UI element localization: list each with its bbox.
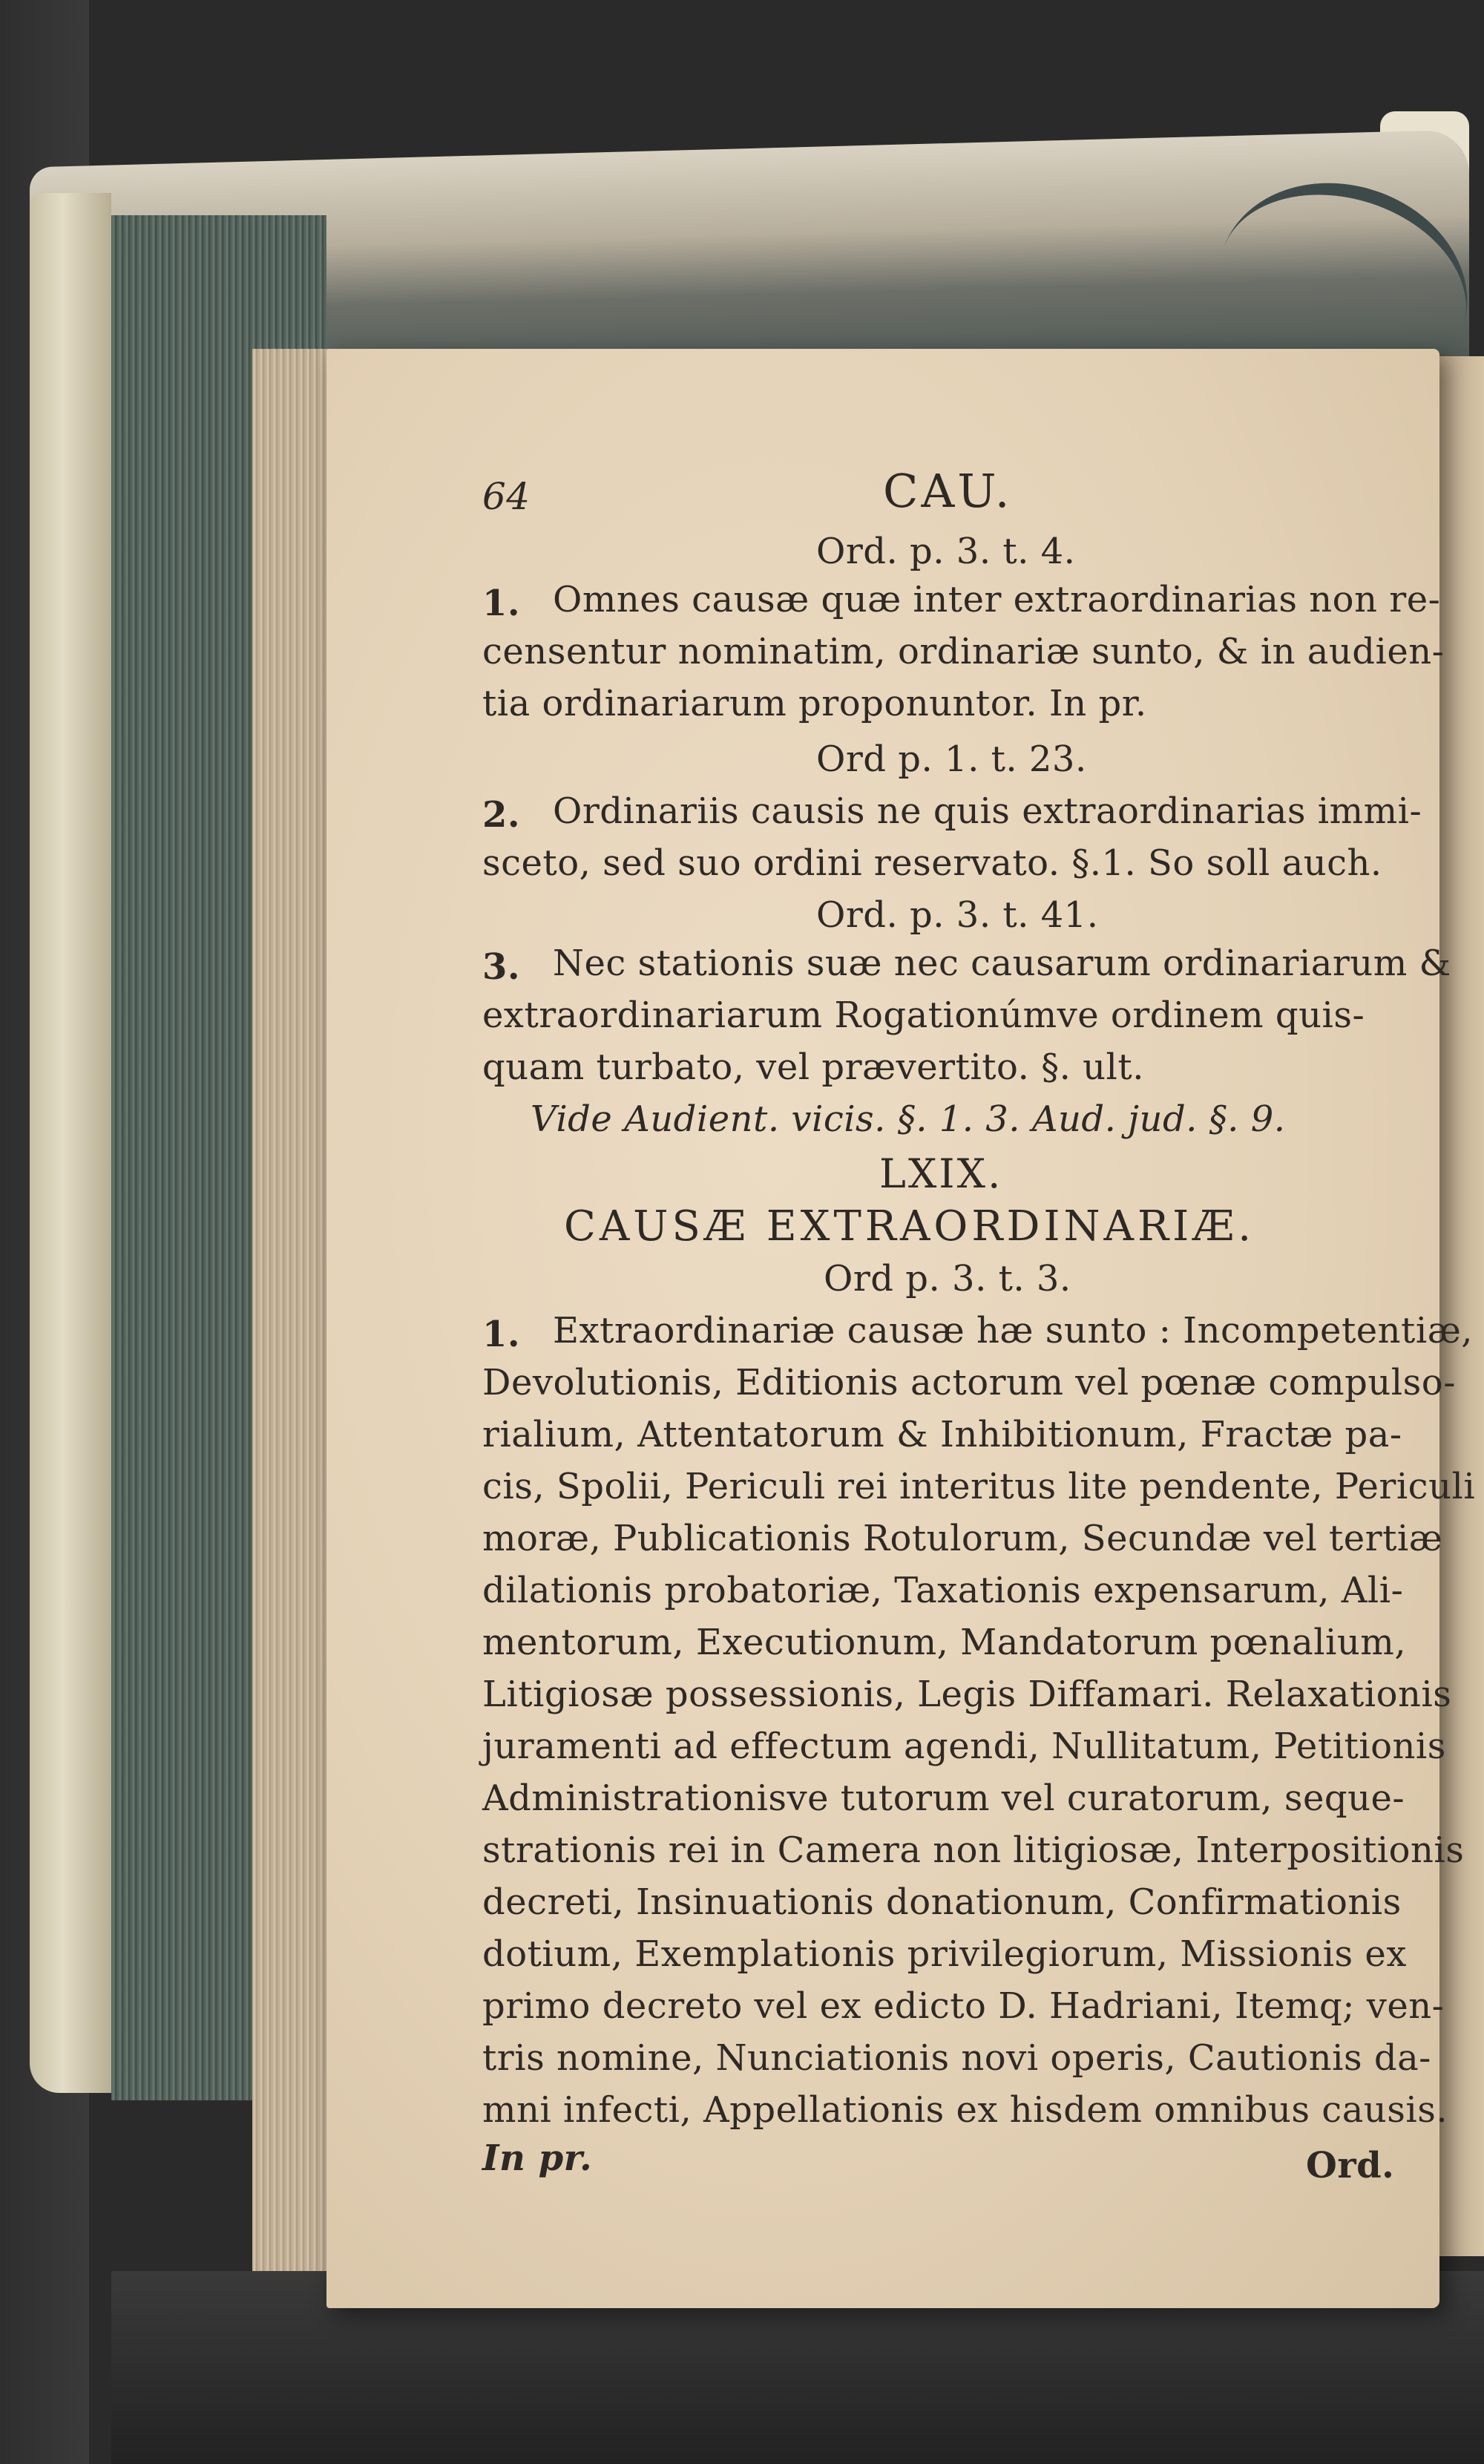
text-line: decreti, Insinuationis donationum, Confirmationis	[482, 1881, 1402, 1923]
reference-line: Ord p. 1. t. 23.	[816, 738, 1087, 780]
reference-line: Ord. p. 3. t. 4.	[816, 531, 1076, 572]
text-line: mentorum, Executionum, Mandatorum pœnalium,	[482, 1622, 1407, 1663]
text-line: strationis rei in Camera non litigiosæ, Interpositionis	[482, 1829, 1465, 1871]
text-line: quam turbato, vel prævertito. §. ult.	[482, 1046, 1144, 1088]
reference-line: Ord. p. 3. t. 41.	[816, 894, 1099, 936]
text-line: Extraordinariæ causæ hæ sunto : Incompetentiæ,	[553, 1310, 1474, 1351]
text-line: Ordinariis causis ne quis extraordinarias immi-	[553, 790, 1422, 832]
text-line: Devolutionis, Editionis actorum vel pœnæ compulso-	[482, 1362, 1456, 1403]
text-line: tris nomine, Nunciationis novi operis, Cautionis da-	[482, 2037, 1431, 2079]
text-line: Litigiosæ possessionis, Legis Diffamari. Relaxationis	[482, 1674, 1452, 1715]
item-number: 3.	[482, 946, 521, 988]
text-line: cis, Spolii, Periculi rei interitus lite pendente, Periculi	[482, 1466, 1476, 1507]
running-head: CAU.	[883, 464, 1013, 518]
page-number: 64	[482, 475, 531, 518]
reference-line: Ord p. 3. t. 3.	[824, 1258, 1071, 1300]
item-number: 1.	[482, 583, 521, 624]
cross-reference: Vide Audient. vicis. §. 1. 3. Aud. jud. §. 9.	[531, 1098, 1286, 1140]
text-line: tia ordinariarum proponuntor. In pr.	[482, 683, 1147, 724]
book-spine	[30, 193, 111, 2093]
text-line: censentur nominatim, ordinariæ sunto, & in audien-	[482, 631, 1445, 672]
catchword: Ord.	[1306, 2145, 1395, 2186]
text-line: extraordinariarum Rogationúmve ordinem quis-	[482, 995, 1365, 1036]
section-number: LXIX.	[879, 1150, 1003, 1197]
footer-reference: In pr.	[482, 2137, 593, 2179]
text-line: dilationis probatoriæ, Taxationis expensarum, Ali-	[482, 1570, 1404, 1611]
text-line: sceto, sed suo ordini reservato. §.1. So soll auch.	[482, 842, 1382, 884]
text-line: Omnes causæ quæ inter extraordinarias non re-	[553, 579, 1441, 620]
text-line: Nec stationis suæ nec causarum ordinariarum &	[553, 943, 1451, 984]
text-line: primo decreto vel ex edicto D. Hadriani, Itemq; ven-	[482, 1985, 1445, 2027]
text-line: juramenti ad effectum agendi, Nullitatum, Petitionis	[482, 1726, 1446, 1767]
section-title: CAUSÆ EXTRAORDINARIÆ.	[564, 1202, 1255, 1251]
item-number: 1.	[482, 1314, 521, 1355]
text-line: Administrationisve tutorum vel curatorum, seque-	[482, 1777, 1405, 1819]
item-number: 2.	[482, 794, 521, 836]
facing-page-edge	[1438, 356, 1484, 2256]
text-line: dotium, Exemplationis privilegiorum, Missionis ex	[482, 1933, 1407, 1975]
text-line: mni infecti, Appellationis ex hisdem omnibus causis.	[482, 2089, 1448, 2131]
text-line: moræ, Publicationis Rotulorum, Secundæ vel tertiæ	[482, 1518, 1443, 1559]
text-line: rialium, Attentatorum & Inhibitionum, Fractæ pa-	[482, 1414, 1402, 1455]
